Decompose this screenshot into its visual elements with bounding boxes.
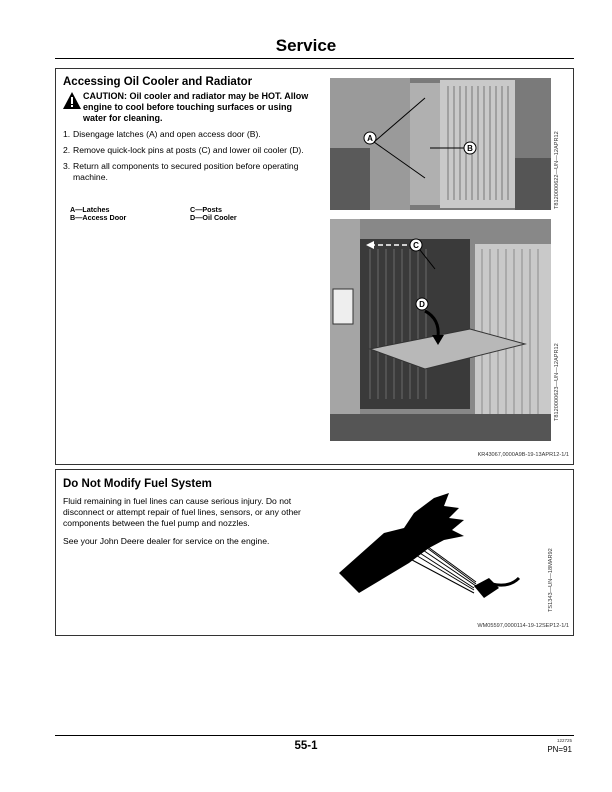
step-item: 3. Return all components to secured position before operating machine.	[63, 161, 299, 182]
label-a: A	[367, 134, 373, 143]
warning-paragraph: Fluid remaining in fuel lines can cause serious injury. Do not disconnect or attempt repair of fuel lines, sensors, or any other components between the fuel pump and nozzles.	[63, 496, 301, 528]
title-rule	[55, 58, 574, 59]
photo3-code: TS1343—UN—18MAR92	[548, 548, 554, 612]
dealer-paragraph: See your John Deere dealer for service on the engine.	[63, 536, 270, 546]
page-number: 55-1	[294, 740, 318, 752]
label-b: B	[467, 144, 473, 153]
caution-text: CAUTION: Oil cooler and radiator may be HOT. Allow engine to cool before touching surfaces or using water for cleaning.	[83, 91, 309, 123]
warning-triangle-icon	[63, 92, 81, 109]
reference-code: WM05597,0000114-19-12SEP12-1/1	[477, 623, 569, 629]
label-c: C	[413, 241, 419, 250]
photo2-code: T8120000623—UN—12APR12	[554, 343, 560, 421]
section-fuel-system	[55, 469, 574, 636]
photo1-code: T8120000622—UN—12APR12	[554, 131, 560, 209]
legend-d: D—Oil Cooler	[190, 213, 237, 222]
legend-a: A—Latches	[70, 205, 110, 214]
caution-block	[63, 91, 318, 124]
label-d: D	[419, 300, 425, 309]
steps-list	[63, 129, 313, 188]
step-item: 2. Remove quick-lock pins at posts (C) and lower oil cooler (D).	[63, 145, 304, 155]
small-code: 122725	[556, 738, 572, 743]
page-title: Service	[275, 36, 337, 55]
section-oil-cooler	[55, 68, 574, 465]
legend-c: C—Posts	[190, 205, 222, 214]
photo-access-door	[330, 78, 551, 210]
reference-code: KR43067,0000A9B-19-13APR12-1/1	[477, 452, 569, 458]
photo-oil-cooler	[330, 219, 551, 441]
legend-b: B—Access Door	[70, 213, 127, 222]
fuel-spray-hand-illustration	[324, 478, 534, 608]
footer-rule	[55, 735, 574, 736]
pn-label: PN=91	[547, 745, 572, 754]
section-heading: Do Not Modify Fuel System	[63, 478, 212, 490]
step-item: 1. Disengage latches (A) and open access door (B).	[63, 129, 261, 139]
section-heading: Accessing Oil Cooler and Radiator	[63, 76, 253, 88]
